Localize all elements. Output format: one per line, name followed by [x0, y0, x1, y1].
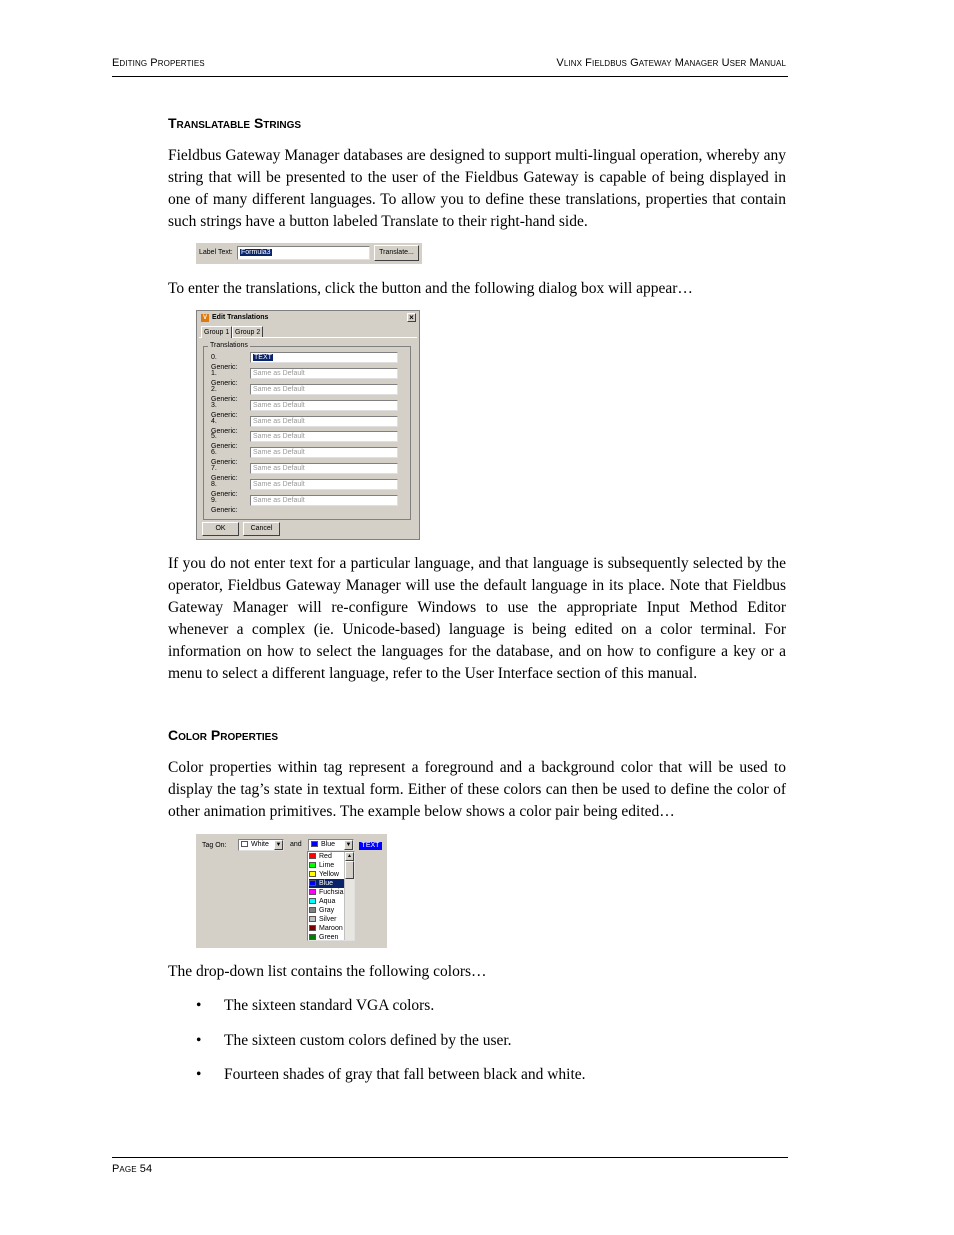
cancel-button[interactable]: Cancel [243, 522, 280, 536]
translation-input[interactable] [250, 352, 398, 363]
chevron-down-icon[interactable]: ▼ [345, 842, 352, 848]
close-icon[interactable]: × [407, 313, 416, 322]
color-option[interactable] [309, 888, 345, 897]
background-color-swatch [311, 841, 318, 847]
background-color-value: Blue [321, 841, 336, 848]
color-swatch [309, 907, 316, 913]
color-swatch [309, 925, 316, 931]
translations-group-label: Translations [210, 342, 248, 349]
foreground-color-select[interactable] [238, 839, 284, 851]
translation-input[interactable]: Same as Default [250, 416, 398, 427]
scrollbar[interactable] [344, 852, 354, 940]
bullet-icon: • [196, 997, 202, 1014]
translation-input[interactable]: Same as Default [250, 400, 398, 411]
tag-on-label: Tag On: [202, 842, 227, 849]
color-dropdown-list[interactable] [307, 851, 355, 941]
translation-input[interactable]: Same as Default [250, 384, 398, 395]
foreground-color-value: White [251, 841, 269, 848]
color-option-label: Aqua [319, 898, 336, 905]
color-option-label: Maroon [319, 925, 343, 932]
ok-button[interactable]: OK [202, 522, 239, 536]
bullet-item [196, 1064, 586, 1086]
paragraph-translate-instructions: To enter the translations, click the button and the following dialog box will appear… [168, 280, 693, 297]
running-header-right: Vlinx Fieldbus Gateway Manager User Manual [556, 57, 786, 69]
translation-input[interactable]: Same as Default [250, 368, 398, 379]
bullet-item [196, 1030, 512, 1052]
translation-input[interactable]: Same as Default [250, 495, 398, 506]
translation-row-label: 8. Generic: [211, 481, 238, 498]
label-text-input[interactable] [237, 246, 370, 260]
bullet-text: The sixteen custom colors defined by the user. [224, 1032, 512, 1049]
translation-row-label: 7. Generic: [211, 465, 238, 482]
translation-input[interactable]: Same as Default [250, 463, 398, 474]
page-number: Page 54 [112, 1163, 153, 1175]
translation-row-label: 0. Generic: [211, 354, 238, 371]
label-text-label: Label Text: [199, 249, 233, 256]
color-swatch [309, 889, 316, 895]
label-text-value: Formula3 [241, 249, 271, 256]
color-swatch [309, 853, 316, 859]
color-option-label: Red [319, 853, 332, 860]
color-swatch [309, 880, 316, 886]
section-heading-translatable: Translatable Strings [168, 115, 302, 131]
footer-rule [112, 1157, 788, 1158]
app-logo-icon: V [202, 315, 207, 321]
section-heading-color: Color Properties [168, 727, 279, 743]
chevron-down-icon[interactable]: ▼ [275, 842, 282, 848]
color-swatch [309, 862, 316, 868]
color-option[interactable] [309, 906, 345, 915]
running-header-left: Editing Properties [112, 57, 205, 69]
translation-row-label: 4. Generic: [211, 418, 238, 435]
dialog-title-bar [199, 313, 417, 323]
scroll-thumb[interactable] [345, 861, 354, 879]
color-option-label: Blue [319, 880, 334, 887]
color-swatch [309, 934, 316, 940]
color-option[interactable] [309, 915, 345, 924]
translation-value-selected: TEXT [254, 354, 272, 361]
paragraph-color-intro: Color properties within tag represent a foreground and a background color that will be used to display the tag’s state in textual form. Either of these colors can then be used to define the color of other animation primitives. The example below shows a color pair being edited… [168, 759, 786, 820]
foreground-color-swatch [241, 841, 248, 847]
edit-translations-dialog [196, 310, 420, 540]
color-option-label: Lime [319, 862, 335, 869]
scroll-up-icon[interactable]: ▲ [345, 852, 354, 861]
color-swatch [309, 871, 316, 877]
color-option[interactable] [309, 861, 345, 870]
color-option[interactable] [309, 933, 345, 941]
translation-input[interactable]: Same as Default [250, 431, 398, 442]
bullet-text: Fourteen shades of gray that fall between black and white. [224, 1066, 586, 1083]
translation-input[interactable]: Same as Default [250, 479, 398, 490]
color-option[interactable] [309, 870, 345, 879]
translation-row-label: 3. Generic: [211, 402, 238, 419]
label-text-screenshot [196, 243, 422, 264]
color-option[interactable] [309, 852, 345, 861]
paragraph-translatable-intro: Fieldbus Gateway Manager databases are designed to support multi-lingual operation, whereby any string that will be presented to the user of the Fieldbus Gateway is capable of being displayed in one of many different languages. To allow you to define these translations, properties that contain such strings have a button labeled Translate to their right-hand side. [168, 147, 786, 230]
color-option-label: Silver [319, 916, 337, 923]
header-rule [112, 76, 788, 77]
color-option[interactable] [309, 924, 345, 933]
translation-row-label: 2. Generic: [211, 386, 238, 403]
translate-button[interactable]: Translate... [374, 245, 419, 261]
color-preview: TEXT [359, 842, 382, 850]
color-option-label: Gray [319, 907, 335, 914]
color-option-label: Green [319, 934, 339, 941]
bullet-icon: • [196, 1032, 202, 1049]
translation-row-label: 9. Generic: [211, 497, 238, 514]
tab-group-2[interactable]: Group 2 [232, 326, 263, 338]
dialog-title: Edit Translations [212, 314, 269, 321]
and-label: and [290, 841, 302, 848]
color-swatch [309, 898, 316, 904]
paragraph-default-language: If you do not enter text for a particular language, and that language is subsequently selected by the operator, Fieldbus Gateway Manager will use the default language in its place. Note that Fieldbus Gateway Manager will re-configure Windows to use the appropriate Input Method Editor whenever a complex (ie. Unicode-based) language is being edited on a color terminal. For information on how to select the languages for the database, and on how to configure a key or a menu to select a different language, refer to the User Interface section of this manual. [168, 555, 786, 682]
translation-row-label: 6. Generic: [211, 449, 238, 466]
tab-group-1[interactable]: Group 1 [201, 326, 232, 338]
color-pair-screenshot [196, 834, 387, 948]
paragraph-dropdown-contents: The drop-down list contains the following colors… [168, 963, 487, 980]
color-option[interactable] [309, 879, 345, 888]
translation-input[interactable]: Same as Default [250, 447, 398, 458]
color-option[interactable] [309, 897, 345, 906]
translation-row-label: 5. Generic: [211, 433, 238, 450]
bullet-text: The sixteen standard VGA colors. [224, 997, 435, 1014]
bullet-item [196, 995, 434, 1017]
color-option-label: Yellow [319, 871, 339, 878]
color-option-label: Fuchsia [319, 889, 344, 896]
translation-row-label: 1. Generic: [211, 370, 238, 387]
color-swatch [309, 916, 316, 922]
bullet-icon: • [196, 1066, 202, 1083]
background-color-select[interactable] [308, 839, 354, 851]
